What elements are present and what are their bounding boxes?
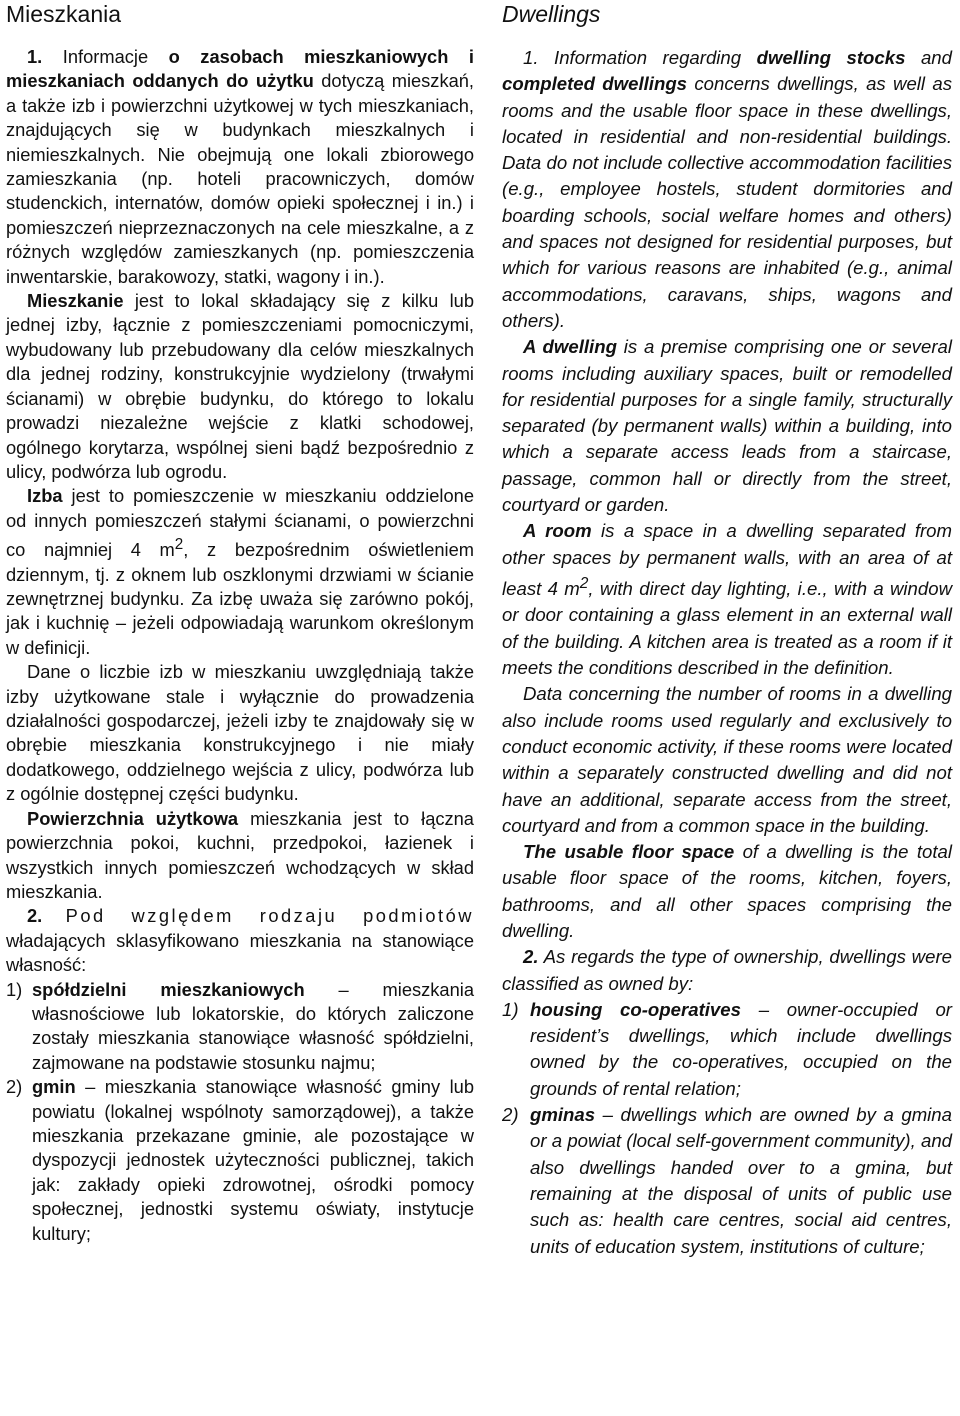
pl-p6-number: 2. bbox=[27, 905, 43, 927]
pl-p2-text: jest to lokal składający się z kilku lub jednej izby, łącznie z pomieszczeniami pomocniczymi, wybudowany lub przebudowany dla celów mieszkalnych dla jednej rodziny, konstrukcyjnie wydzielony (trwałymi ścianami) w obrębie budynku, do którego to lokalu prowadzi niezależne wejście z klatki schodowej, ogólnego korytarza, wspólnej sieni bądź bezpośrednio z ulicy, podwórza lub ogrodu. bbox=[6, 290, 474, 482]
pl-item-1-term: spółdzielni mieszkaniowych bbox=[32, 978, 305, 1000]
pl-item-1-text: – mieszkania własnościowe lub lokatorskie, do których zaliczone zostały mieszkania stanowiące własność spółdzielni, zajmowane na podstawie stosunku najmu; bbox=[32, 978, 474, 1073]
en-item-2-text: – dwellings which are owned by a gmina or a powiat (local self-government community), and also dwellings handed over to a gmina, but remaining at the disposal of units of public use such as: health care centres, social aid centres, units of education system, institutions of culture; bbox=[530, 1104, 952, 1257]
pl-item-1-number: 1) bbox=[6, 978, 23, 1000]
pl-p5-term: Powierzchnia użytkowa bbox=[27, 807, 239, 829]
en-p1-mid: and bbox=[905, 47, 952, 68]
pl-paragraph-1 bbox=[6, 45, 474, 289]
en-paragraph-2 bbox=[502, 334, 952, 518]
pl-paragraph-6 bbox=[6, 904, 474, 977]
pl-p1-number: 1. bbox=[27, 46, 43, 67]
list-item bbox=[6, 978, 474, 1076]
en-p1-lead: Information regarding bbox=[554, 47, 757, 68]
en-p6-number: 2. bbox=[523, 946, 539, 968]
list-item bbox=[6, 1075, 474, 1246]
en-item-1-text: – owner-occupied or resident’s dwellings, which include dwellings owned by the co-operatives, occupied on the grounds of rental relation; bbox=[530, 998, 952, 1099]
polish-heading: Mieszkania bbox=[6, 1, 122, 27]
pl-p3-text-a: jest to pomieszczenie w mieszkaniu oddzielone od innych pomieszczeń stałymi ścianami, o powierzchni co najmniej 4 m bbox=[6, 485, 474, 561]
pl-p3-term: Izba bbox=[27, 485, 63, 507]
en-ownership-list bbox=[502, 997, 952, 1260]
en-paragraph-5 bbox=[502, 839, 952, 944]
pl-p1-lead: Informacje bbox=[62, 46, 169, 67]
pl-paragraph-4: Dane o liczbie izb w mieszkaniu uwzględniają także izby użytkowane stale i wyłącznie do prowadzenia działalności gospodarczej, jeżeli izby te znajdowały się w obrębie mieszkania konstrukcyjnego i nie miały dodatkowego, oddzielnego wejścia z ulicy, podwórza lub z ogólnie dostępnej części budynku. bbox=[6, 661, 474, 805]
en-p3-text-a: is a space in a dwelling separated from other spaces by permanent walls, with an area of at least 4 m bbox=[502, 520, 953, 600]
en-p1-number: 1. bbox=[523, 47, 539, 68]
en-item-2-number: 2) bbox=[502, 1104, 519, 1126]
en-p2-term: A dwelling bbox=[523, 336, 617, 358]
en-p1-bold-1: dwelling stocks bbox=[756, 47, 906, 68]
en-paragraph-1 bbox=[502, 45, 952, 334]
en-p1-bold-2: completed dwellings bbox=[502, 73, 688, 95]
en-p1-text: concerns dwellings, as well as rooms and the usable floor space in these dwellings, located in residential and non-residential buildings. Data do not include collective accommodation facilities (e.g., employee hostels, student dormitories and boarding schools, social welfare homes and others) and spaces not designed for residential purposes, but which for various reasons are inhabited (e.g., animal accommodations, caravans, ships, wagons and others). bbox=[502, 73, 953, 331]
pl-p1-text: dotyczą mieszkań, a także izb i powierzchni użytkowej w tych mieszkaniach, znajdujących się w budynkach mieszkalnych i niemieszkalnych. Nie obejmują one lokali zbiorowego zamieszkania (np. hoteli pracowniczych, domów studenckich, internatów, domów opieki społecznej i in.) i pomieszczeń nieprzeznaczonych na cele mieszkalne, a z różnych względów zamieszkanych (np. pomieszczenia inwentarskie, barakowozy, statki, wagony i in.). bbox=[6, 70, 475, 287]
en-p3-superscript: 2 bbox=[579, 574, 589, 592]
list-item bbox=[502, 1102, 952, 1260]
english-column bbox=[480, 0, 960, 1416]
pl-item-2-term: gmin bbox=[32, 1076, 76, 1098]
en-p5-term: The usable floor space bbox=[523, 841, 735, 863]
list-item bbox=[502, 997, 952, 1102]
en-item-1-term: housing co-operatives bbox=[530, 998, 741, 1020]
en-item-2-term: gminas bbox=[530, 1104, 596, 1126]
pl-p1-bold: o zasobach mieszkaniowych i mieszkaniach oddanych do użytku bbox=[6, 46, 474, 92]
pl-paragraph-2 bbox=[6, 289, 474, 484]
en-item-1-number: 1) bbox=[502, 998, 519, 1020]
en-p6-text: As regards the type of ownership, dwellings were classified as owned by: bbox=[502, 946, 952, 994]
en-paragraph-6 bbox=[502, 944, 952, 997]
pl-paragraph-3 bbox=[6, 484, 474, 660]
pl-p2-term: Mieszkanie bbox=[27, 290, 124, 312]
pl-p5-text: mieszkania jest to łączna powierzchnia pokoi, kuchni, przedpokoi, łazienek i wszystkich innych pomieszczeń wchodzących w skład mieszkania. bbox=[6, 807, 474, 902]
pl-p6-spaced: Pod względem rodzaju podmiotów bbox=[65, 905, 474, 927]
en-paragraph-4: Data concerning the number of rooms in a dwelling also include rooms used regularly and exclusively to conduct economic activity, if these rooms were located within a separately constructed dwelling and did not have an additional, separate access from the street, courtyard and from a common space in the building. bbox=[502, 683, 952, 836]
english-heading: Dwellings bbox=[502, 1, 601, 27]
pl-paragraph-5 bbox=[6, 807, 474, 905]
en-p5-text: of a dwelling is the total usable floor space of the rooms, kitchen, foyers, bathrooms, and all other spaces comprising the dwelling. bbox=[502, 841, 953, 941]
pl-item-2-number: 2) bbox=[6, 1076, 23, 1098]
en-p3-term: A room bbox=[523, 520, 592, 542]
en-p3-text-b: , with direct day lighting, i.e., with a window or door containing a glass element in an external wall of the building. A kitchen area is treated as a room if it meets the conditions described in the definition. bbox=[502, 578, 953, 679]
en-paragraph-3 bbox=[502, 518, 952, 681]
pl-item-2-text: – mieszkania stanowiące własność gminy lub powiatu (lokalnej wspólnoty samorządowej), a także mieszkania przekazane gminie, ale pozostające w dyspozycji jednostek użyteczności publicznej, takich jak: zakłady opieki zdrowotnej, ośrodki pomocy społecznej, jednostki systemu oświaty, instytucje kultury; bbox=[32, 1076, 474, 1244]
en-p2-text: is a premise comprising one or several rooms including auxiliary spaces, built or remodelled for residential purposes for a single family, structurally separated (by permanent walls) within a building, into which a separate access leads from a staircase, passage, common hall or directly from the street, courtyard or garden. bbox=[502, 336, 952, 516]
pl-p3-text-b: , z bezpośrednim oświetleniem dziennym, tj. z oknem lub oszklonymi drzwiami w ścianie zewnętrznej budynku. Za izbę uważa się zarówno pokój, jak i kuchnię – jeżeli odpowiadają warunkom określonym w definicji. bbox=[6, 539, 474, 658]
pl-ownership-list bbox=[6, 978, 474, 1246]
pl-p3-superscript: 2 bbox=[174, 536, 184, 554]
pl-p6-text: władających sklasyfikowano mieszkania na stanowiące własność: bbox=[6, 929, 474, 976]
